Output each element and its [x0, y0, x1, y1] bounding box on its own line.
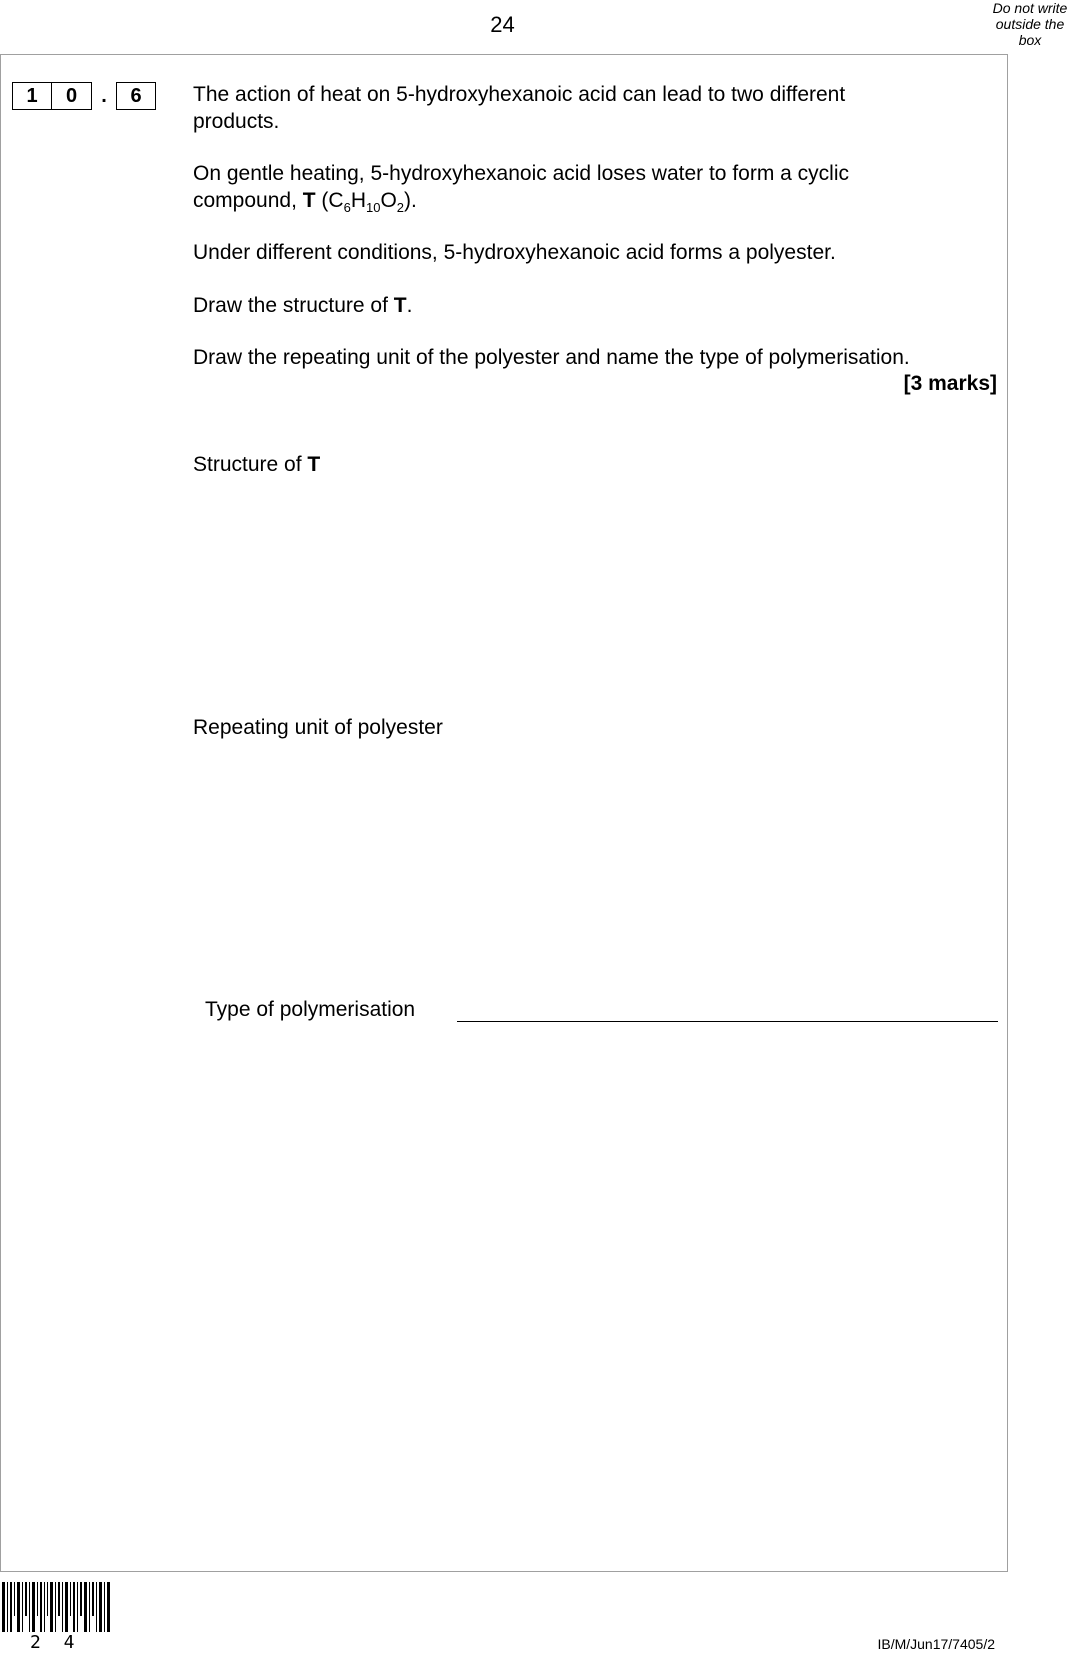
gentle-heating-text	[193, 160, 849, 221]
structure-label	[193, 451, 320, 478]
question-number-part: 6	[116, 82, 156, 110]
structure-label-text: Structure of	[193, 453, 308, 476]
draw-T-text: Draw the structure of	[193, 294, 394, 317]
question-number-digit: 1	[12, 82, 52, 110]
draw-repeat-instruction: Draw the repeating unit of the polyester and name the type of polymerisation.	[193, 346, 910, 369]
barcode-digits: 2 4	[30, 1632, 81, 1653]
structure-label-letter: T	[307, 453, 321, 476]
gentle-heating-line	[193, 187, 849, 221]
conditions-text: Under different conditions, 5-hydroxyhexanoic acid forms a polyester.	[193, 241, 836, 264]
answer-box	[0, 54, 1008, 1572]
formula-element: H	[350, 189, 366, 212]
page-number: 24	[490, 12, 515, 37]
formula-subscript: 2	[396, 200, 405, 216]
question-number-dot: .	[101, 84, 107, 107]
question-intro-line: The action of heat on 5-hydroxyhexanoic acid can lead to two different	[193, 83, 846, 106]
formula-open: (C	[315, 189, 344, 212]
question-number	[12, 82, 156, 110]
question-intro	[193, 81, 845, 135]
draw-T-letter: T	[393, 294, 407, 317]
margin-note	[985, 0, 1069, 48]
formula-element: O	[380, 189, 397, 212]
paper-reference: IB/M/Jun17/7405/2	[877, 1636, 995, 1652]
draw-T-instruction	[193, 292, 412, 319]
compound-letter-T: T	[302, 189, 316, 212]
margin-note-line: Do not write	[992, 0, 1068, 16]
formula-subscript: 10	[365, 200, 381, 216]
margin-note-line: outside the	[995, 16, 1065, 32]
barcode	[2, 1582, 112, 1632]
formula-subscript: 6	[343, 200, 351, 216]
compound-text: compound,	[193, 189, 303, 212]
marks-label: [3 marks]	[903, 372, 997, 395]
formula-close: ).	[404, 189, 417, 212]
margin-note-line: box	[1018, 32, 1042, 48]
question-number-digit: 0	[52, 82, 92, 110]
polymerisation-answer-line[interactable]	[457, 1021, 998, 1022]
repeating-unit-label: Repeating unit of polyester	[193, 716, 443, 739]
gentle-heating-line: On gentle heating, 5-hydroxyhexanoic acid loses water to form a cyclic	[193, 162, 849, 185]
draw-T-period: .	[406, 294, 413, 317]
question-intro-line: products.	[193, 110, 280, 133]
polymerisation-type-label: Type of polymerisation	[205, 998, 416, 1021]
